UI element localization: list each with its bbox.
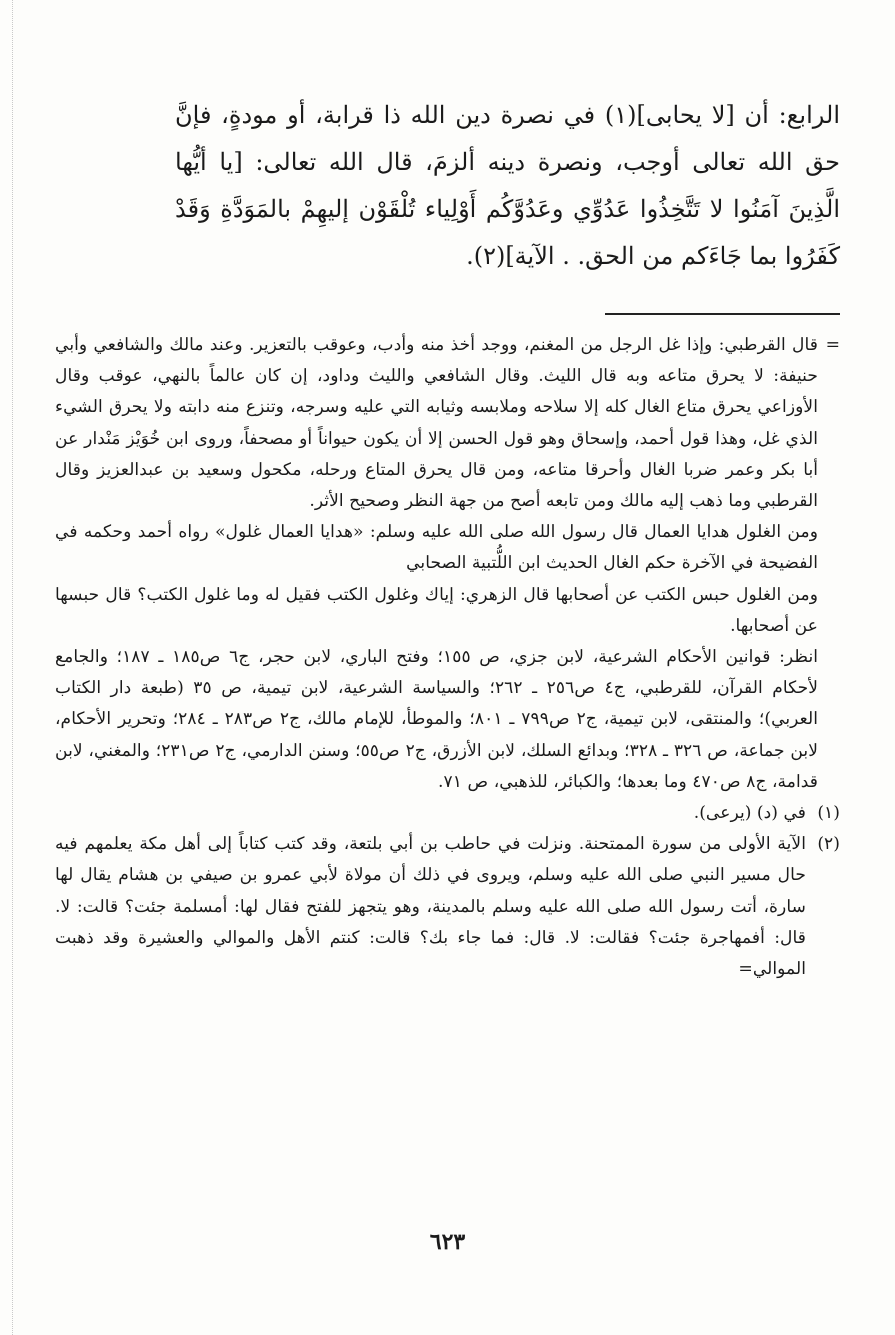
page-edge-rule — [12, 0, 14, 1335]
footnote-2 — [55, 829, 840, 985]
main-paragraph: الرابع: أن [لا يحابى](١) في نصرة دين الله ذا قرابة، أو مودةٍ، فإنَّ حق الله تعالى أوجب، ونصرة دينه ألزمَ، قال الله تعالى: [يا أيُّها الَّذِينَ آمَنُوا لا تَتَّخِذُوا عَدُوِّي وعَدُوَّكُم أَوْلِياء تُلْقَوْن إليهِمْ بالمَوَدَّةِ وَقَدْ كَفَرُوا بما جَاءَكم من الحق. . الآية](٢). — [175, 101, 841, 270]
footnote-paragraph: ومن الغلول هدايا العمال قال رسول الله صلى الله عليه وسلم: «هدايا العمال غلول» رواه أحمد وحكمه في الفضيحة في الآخرة حكم الغال الحديث ابن اللُّتبية الصحابي — [55, 522, 818, 574]
footnote-text: في (د) (يرعى). — [693, 803, 806, 824]
footnotes-section — [55, 330, 840, 985]
page-number: ٦٢٣ — [429, 1229, 466, 1255]
footnote-number: (١) — [817, 803, 840, 824]
footnote-text: الآية الأولى من سورة الممتحنة. ونزلت في حاطب بن أبي بلتعة، وقد كتب كتاباً إلى أهل مكة يعلمهم فيه حال مسير النبي صلى الله عليه وسلم، ويروى في ذلك أن مولاة لأبي عمرو بن صيفي بن هشام يقال لها سارة، أتت رسول الله صلى الله عليه وسلم بالمدينة، وهو يتجهز للفتح فقال لها: أمسلمة جئت؟ قالت: لا. قال: أفمهاجرة جئت؟ فقالت: لا. قال: فما جاء بك؟ قالت: كنتم الأهل والموالي والعشيرة وقد ذهبت الموالي= — [55, 834, 806, 980]
footnote-references: انظر: قوانين الأحكام الشرعية، لابن جزي، ص ١٥٥؛ وفتح الباري، لابن حجر، ج٦ ص١٨٥ ـ ١٨٧؛ والجامع لأحكام القرآن، للقرطبي، ج٤ ص٢٥٦ ـ ٢٦٢؛ والسياسة الشرعية، لابن تيمية، ص ٣٥ (طبعة دار الكتاب العربي)؛ والمنتقى، لابن تيمية، ج٢ ص٧٩٩ ـ ٨٠١؛ والموطأ، للإمام مالك، ج٢ ص٢٨٣ ـ ٢٨٤؛ وتحرير الأحكام، لابن جماعة، ص ٣٢٦ ـ ٣٢٨؛ وبدائع السلك، لابن الأزرق، ج٢ ص٥٥؛ وسنن الدارمي، ج٢ ص٢٣١؛ والمغني، لابن قدامة، ج٨ ص٤٧٠ وما بعدها؛ والكبائر، للذهبي، ص ٧١. — [55, 647, 819, 792]
footnote-paragraph: ومن الغلول حبس الكتب عن أصحابها قال الزهري: إياك وغلول الكتب فقيل له وما غلول الكتب؟ قال حبسها عن أصحابها. — [55, 584, 818, 636]
continued-footnote — [55, 330, 840, 798]
footnote-separator — [605, 313, 840, 315]
footnote-paragraph: قال القرطبي: وإذا غل الرجل من المغنم، ووجد أخذ منه وأدب، وعوقب بالتعزير. وعند مالك والشافعي وأبي حنيفة: لا يحرق متاعه وبه قال الليث. وقال الشافعي والليث وداود، إن كان عالماً بالنهي، عوقب وقال الأوزاعي يحرق متاع الغال كله إلا سلاحه وملابسه وثيابه التي عليه وسرجه، وتنزع منه دابته ولا يحرق الشيء الذي غل، وهذا قول أحمد، وإسحاق وهو قول الحسن إلا أن يكون حيواناً أو مصحفاً، وروى ابن خُوَيْز مَنْدار عن أبا بكر وعمر ضربا الغال وأحرقا متاعه، ومن قال يحرق المتاع ورحله، مكحول وسعيد بن عبدالعزيز وقال القرطبي وما ذهب إليه مالك ومن تابعه أصح من جهة النظر وصحيح الأثر. — [55, 335, 818, 512]
footnote-number: (٢) — [817, 834, 840, 855]
footnote-1 — [55, 798, 840, 829]
continuation-marker: = — [825, 335, 840, 355]
main-text-block — [175, 92, 840, 280]
